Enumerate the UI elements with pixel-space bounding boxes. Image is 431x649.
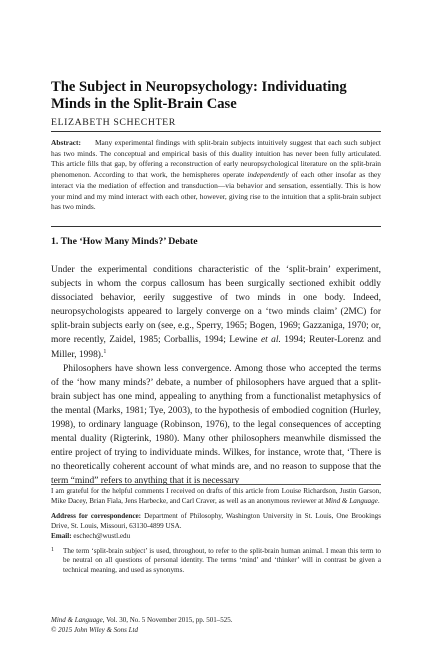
paragraph-1-etal: et al.: [260, 335, 281, 346]
paragraph-1-text-a: Under the experimental conditions characteristic of the ‘split-brain’ experiment, subjects in whom the corpus callosum has been surgically sectioned exhibit oddly dissociated behavior, eerily suggestive of two minds in one body. Indeed, neuropsychologists appeared to largely converge on a ‘two minds claim’ (2MC) for split-brain subjects early on (see, e.g., Sperry, 1965; Bogen, 1969; Gazzaniga, 1970; or, more recently, Zaidel, 1985; Corballis, 1994; Lewine: [51, 265, 381, 346]
body-paragraph-1: [51, 263, 381, 362]
email-label: Email:: [51, 531, 72, 540]
address-text: Department of Philosophy, Washington University in St. Louis, One Brookings Drive, St. Louis, Missouri, 63130-4899 USA.: [51, 511, 381, 530]
abstract: [51, 138, 381, 213]
author-name: ELIZABETH SCHECHTER: [51, 117, 176, 128]
article-title: The Subject in Neuropsychology: Individuating Minds in the Split-Brain Case: [51, 79, 347, 112]
email-address[interactable]: eschech@wustl.edu: [71, 531, 131, 540]
footnote-1-text: The term ‘split-brain subject’ is used, throughout, to refer to the split-brain human animal. I mean this term to be neutral on all questions of personal identity. The terms ‘mind’ and ‘thinker’ will in contrast be given a technical meaning, and used as synonyms.: [63, 546, 381, 575]
journal-citation: [51, 616, 381, 626]
section-heading: 1. The ‘How Many Minds?’ Debate: [51, 236, 198, 247]
acknowledgments: [51, 487, 381, 507]
abstract-text-part1: Many experimental findings with split-brain subjects intuitively suggest that each such subject has two minds. The conceptual and empirical basis of this duality intuition has never been fully articulated. This article fills that gap, by offering a reconstruction of early neuropsychological literature on the split-brain phenomenon. According to that work, the hemispheres operate: [51, 138, 381, 180]
footnote-1: [51, 547, 381, 577]
correspondence-email: [51, 532, 381, 542]
body-paragraph-2: Philosophers have shown less convergence. Among those who accepted the terms of the ‘how many minds?’ debate, a number of philosophers have argued that a split-brain subject has one mind, appealing to anything from a functionalist metaphysics of the mental (Marks, 1981; Tye, 2003), to the hypothesis of embodied cognition (Hurley, 1998), to ordinary language (Robinson, 1976), to the legal consequences of accepting mental duality (Rigterink, 1980). Many other philosophers meanwhile dismissed the entire project of trying to individuate minds. Wilkes, for instance, wrote that, ‘There is no theoretically coherent account of what minds are, and no reason to suppose that the term “mind” refers to anything that it is necessary: [51, 363, 381, 487]
footnotes: [51, 487, 381, 576]
footnote-1-number: 1: [51, 546, 54, 553]
abstract-label: Abstract:: [51, 138, 81, 147]
journal-details: , Vol. 30, No. 5 November 2015, pp. 501–525.: [102, 616, 233, 624]
journal-name: Mind & Language: [51, 616, 103, 624]
acknowledgments-journal: Mind & Language: [325, 496, 378, 505]
acknowledgments-text-a: I am grateful for the helpful comments I received on drafts of this article from Louise Richardson, Justin Garson, Mike Dacey, Brian Fiala, Jens Harbecke, and Carl Craver, as well as an anonymous reviewer at: [51, 487, 381, 505]
footnote-ref-1[interactable]: 1: [103, 348, 107, 355]
footnote-divider: [51, 484, 381, 485]
body-text: [51, 263, 381, 489]
correspondence-address: [51, 512, 381, 532]
journal-info: [51, 616, 381, 635]
paragraph-1-text-b: 1994; Reuter-Lorenz and Miller, 1998).: [51, 335, 381, 360]
acknowledgments-text-b: .: [377, 496, 380, 505]
address-label: Address for correspondence:: [51, 511, 142, 520]
author-divider: [51, 131, 381, 132]
abstract-text-emphasis: independently: [247, 170, 289, 180]
abstract-divider: [51, 226, 381, 227]
abstract-text-part2: of each other insofar as they interact via the mediation of effection and transduction—via behavior and sensation, essentially. This is how your mind and my mind interact with each other, however, giving rise to the intuition that a split-brain subject has two minds.: [51, 170, 381, 212]
journal-copyright: © 2015 John Wiley & Sons Ltd: [51, 625, 138, 634]
